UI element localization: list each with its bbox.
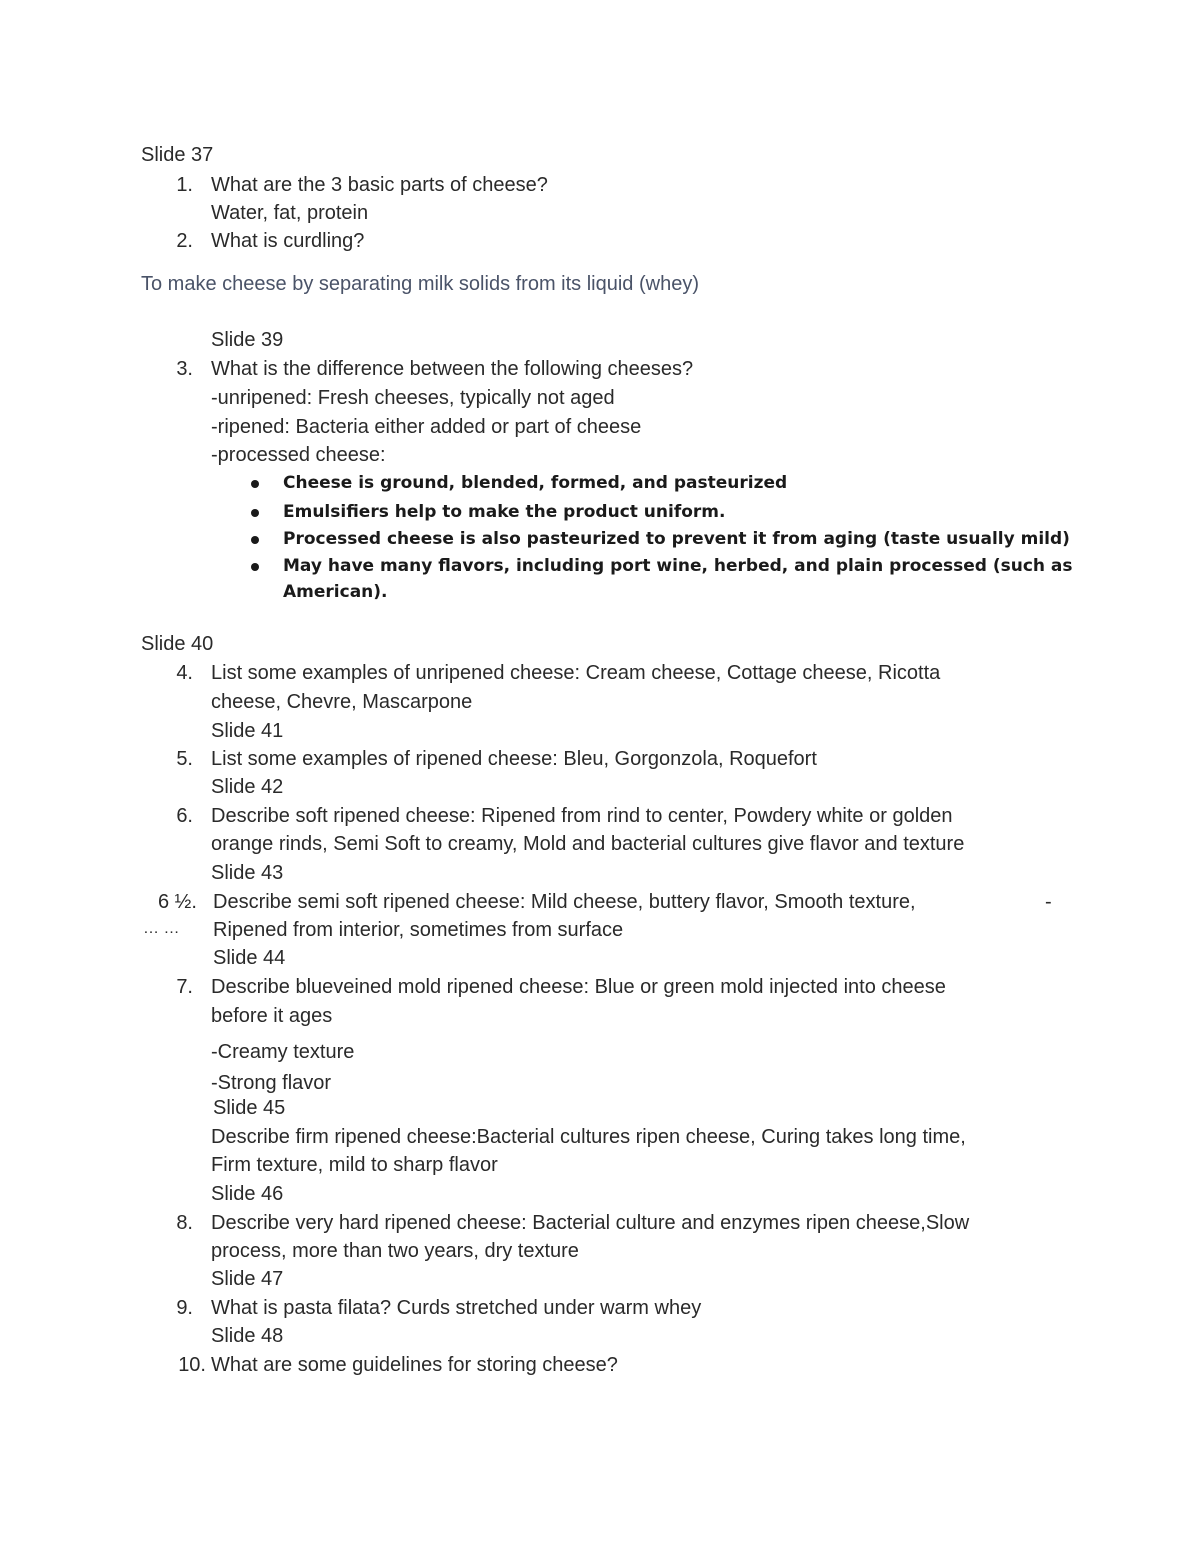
slide-44-heading: Slide 44: [213, 947, 286, 969]
q6-half-line-2: Ripened from interior, sometimes from surface: [213, 919, 624, 941]
q6-half-number: 6 ½.: [158, 891, 197, 913]
slide-40-heading: Slide 40: [141, 633, 214, 655]
q5-number: 5.: [176, 748, 193, 770]
q7-strong: -Strong flavor: [211, 1072, 332, 1094]
q1-answer: Water, fat, protein: [211, 202, 369, 224]
q6-line-2: orange rinds, Semi Soft to creamy, Mold and bacterial cultures give flavor and texture: [211, 833, 965, 855]
q4-number: 4.: [176, 662, 193, 684]
bullet-item-continuation: American).: [283, 582, 388, 602]
q3-question: What is the difference between the following cheeses?: [211, 358, 694, 380]
q8-number: 8.: [176, 1212, 193, 1234]
slide-39-heading: Slide 39: [211, 329, 284, 351]
firm-line-2: Firm texture, mild to sharp flavor: [211, 1154, 498, 1176]
q6-half-dash: -: [1045, 891, 1052, 913]
bullet-dot-icon: [251, 536, 259, 544]
q2-question: What is curdling?: [211, 230, 365, 252]
unripened-definition: -unripened: Fresh cheeses, typically not aged: [211, 387, 615, 409]
q6-line-1: Describe soft ripened cheese: Ripened from rind to center, Powdery white or golden: [211, 805, 953, 827]
q3-number: 3.: [176, 358, 193, 380]
slide-43-heading: Slide 43: [211, 862, 284, 884]
q7-number: 7.: [176, 976, 193, 998]
slide-37-heading: Slide 37: [141, 144, 214, 166]
q1-number: 1.: [176, 174, 193, 196]
q1-question: What are the 3 basic parts of cheese?: [211, 174, 548, 196]
q7-creamy: -Creamy texture: [211, 1041, 355, 1063]
slide-48-heading: Slide 48: [211, 1325, 284, 1347]
q8-line-2: process, more than two years, dry texture: [211, 1240, 579, 1262]
bullet-item: Cheese is ground, blended, formed, and pasteurized: [283, 473, 788, 493]
q4-line-2: cheese, Chevre, Mascarpone: [211, 691, 473, 713]
bullet-dot-icon: [251, 509, 259, 517]
q8-line-1: Describe very hard ripened cheese: Bacterial culture and enzymes ripen cheese,Slow: [211, 1212, 970, 1234]
q9-line: What is pasta filata? Curds stretched under warm whey: [211, 1297, 702, 1319]
slide-42-heading: Slide 42: [211, 776, 284, 798]
q2-answer: To make cheese by separating milk solids from its liquid (whey): [141, 273, 699, 295]
slide-41-heading: Slide 41: [211, 720, 284, 742]
processed-label: -processed cheese:: [211, 444, 386, 466]
q10-number: 10.: [178, 1354, 206, 1376]
q7-line-1: Describe blueveined mold ripened cheese: Blue or green mold injected into cheese: [211, 976, 946, 998]
bullet-item: Emulsifiers help to make the product uniform.: [283, 502, 726, 522]
q5-line: List some examples of ripened cheese: Bleu, Gorgonzola, Roquefort: [211, 748, 817, 770]
q4-line-1: List some examples of unripened cheese: Cream cheese, Cottage cheese, Ricotta: [211, 662, 941, 684]
bullet-dot-icon: [251, 480, 259, 488]
bullet-item: Processed cheese is also pasteurized to prevent it from aging (taste usually mild): [283, 529, 1070, 549]
q10-line: What are some guidelines for storing cheese?: [211, 1354, 618, 1376]
slide-47-heading: Slide 47: [211, 1268, 284, 1290]
bullet-dot-icon: [251, 563, 259, 571]
q9-number: 9.: [176, 1297, 193, 1319]
q6-half-line-1: Describe semi soft ripened cheese: Mild cheese, buttery flavor, Smooth texture,: [213, 891, 916, 913]
firm-line-1: Describe firm ripened cheese:Bacterial cultures ripen cheese, Curing takes long time,: [211, 1126, 966, 1148]
q6-half-dots: … …: [143, 920, 180, 937]
slide-45-heading: Slide 45: [213, 1097, 286, 1119]
bullet-item: May have many flavors, including port wine, herbed, and plain processed (such as: [283, 556, 1073, 576]
q7-line-2: before it ages: [211, 1005, 333, 1027]
q6-number: 6.: [176, 805, 193, 827]
ripened-definition: -ripened: Bacteria either added or part of cheese: [211, 416, 642, 438]
slide-46-heading: Slide 46: [211, 1183, 284, 1205]
q2-number: 2.: [176, 230, 193, 252]
